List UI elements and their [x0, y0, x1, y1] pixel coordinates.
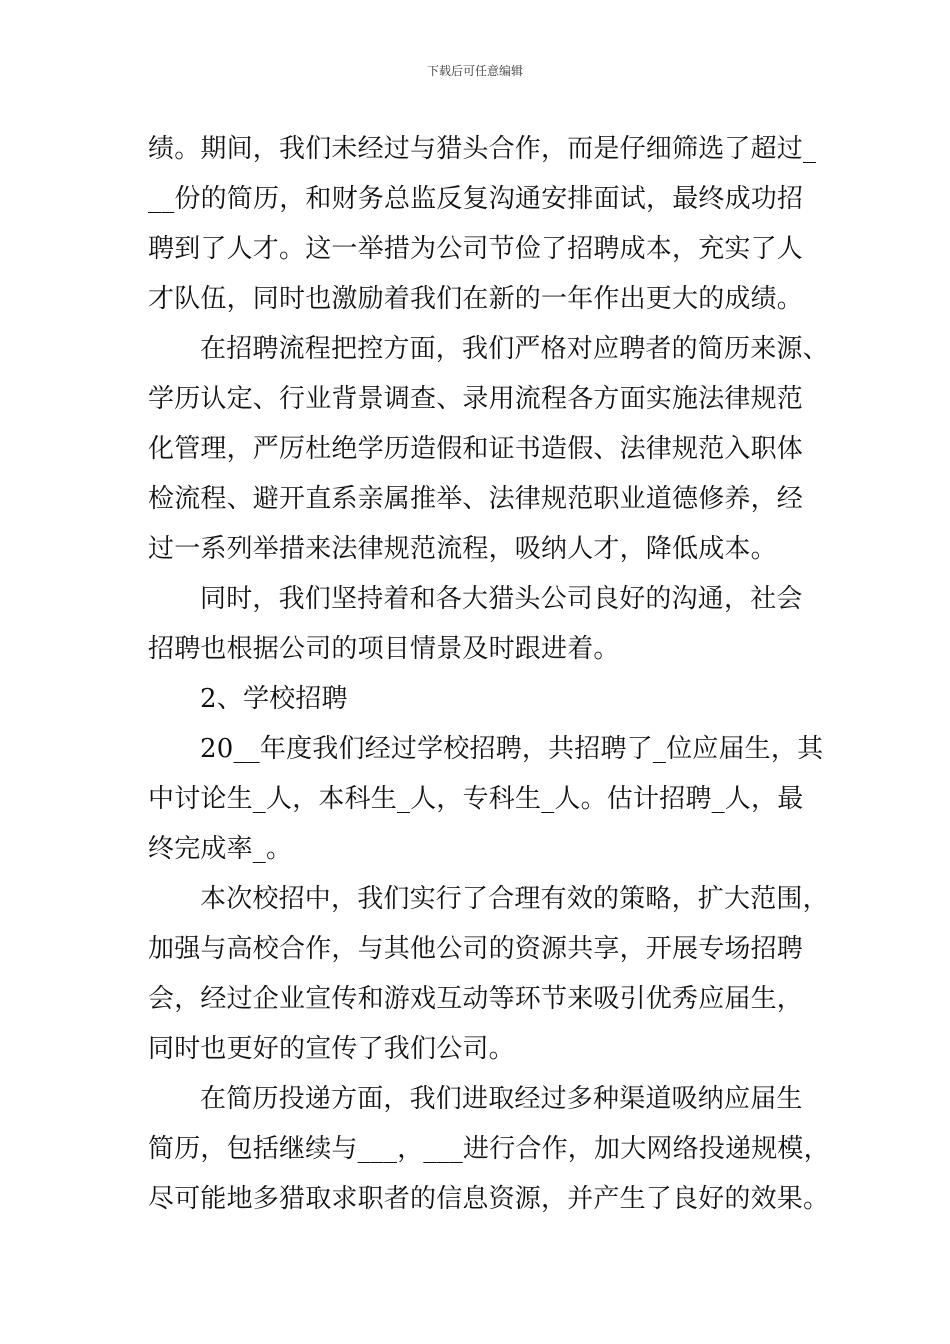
- text-line: 同时也更好的宣传了我们公司。: [148, 1034, 515, 1064]
- section-heading: 2、学校招聘: [200, 684, 348, 714]
- text-line: 检流程、避开直系亲属推举、法律规范职业道德修养，经: [148, 484, 804, 514]
- text-line: 加强与高校合作，与其他公司的资源共享，开展专场招聘: [148, 934, 804, 964]
- text-line: 聘到了人才。这一举措为公司节俭了招聘成本，充实了人: [148, 234, 804, 264]
- paragraph-start-line: 在简历投递方面，我们进取经过多种渠道吸纳应届生: [200, 1084, 803, 1114]
- text-line: 学历认定、行业背景调查、录用流程各方面实施法律规范: [148, 384, 804, 414]
- text-line: 过一系列举措来法律规范流程，吸纳人才，降低成本。: [148, 534, 777, 564]
- text-line: 绩。期间，我们未经过与猎头合作，而是仔细筛选了超过_: [148, 134, 817, 164]
- text-line: 会，经过企业宣传和游戏互动等环节来吸引优秀应届生，: [148, 984, 804, 1014]
- text-line: 尽可能地多猎取求职者的信息资源，并产生了良好的效果。: [148, 1184, 830, 1214]
- text-line: 招聘也根据公司的项目情景及时跟进着。: [148, 634, 620, 664]
- text-line: 才队伍，同时也激励着我们在新的一年作出更大的成绩。: [148, 284, 804, 314]
- document-body: [148, 124, 830, 1224]
- text-line: __份的简历，和财务总监反复沟通安排面试，最终成功招: [148, 184, 804, 214]
- paragraph-start-line: 在招聘流程把控方面，我们严格对应聘者的简历来源、: [200, 334, 829, 364]
- paragraph-start-line: 本次校招中，我们实行了合理有效的策略，扩大范围，: [200, 884, 829, 914]
- text-line: 简历，包括继续与___，___进行合作，加大网络投递规模，: [148, 1134, 830, 1164]
- paragraph-start-line: 同时，我们坚持着和各大猎头公司良好的沟通，社会: [200, 584, 803, 614]
- paragraph-start-line: 20__年度我们经过学校招聘，共招聘了_位应届生，其: [200, 734, 824, 764]
- text-line: 化管理，严厉杜绝学历造假和证书造假、法律规范入职体: [148, 434, 804, 464]
- text-line: 终完成率_。: [148, 834, 293, 864]
- text-line: 中讨论生_人，本科生_人，专科生_人。估计招聘_人，最: [148, 784, 804, 814]
- page-header: 下载后可任意编辑: [426, 64, 523, 78]
